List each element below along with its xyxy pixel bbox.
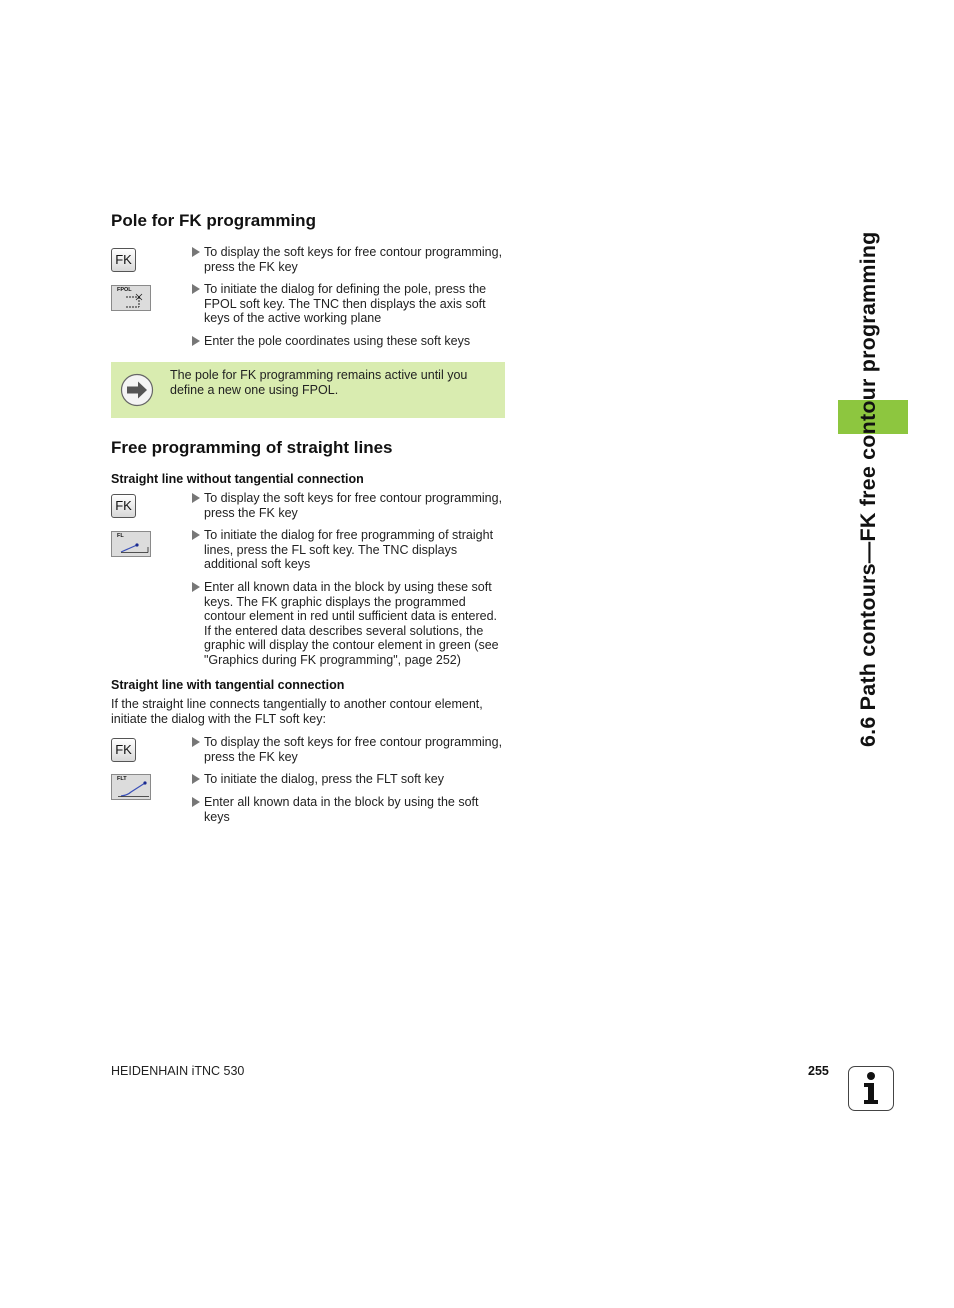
fk-key[interactable]: FK <box>111 248 136 272</box>
fpol-softkey[interactable]: FPOL <box>111 285 151 311</box>
step-item: To display the soft keys for free contour programming, press the FK key <box>192 735 506 764</box>
bullet-triangle-icon <box>192 336 200 346</box>
intro-paragraph: If the straight line connects tangentially to another contour element, initiate the dialog with the FLT soft key: <box>111 697 483 726</box>
step-item: To initiate the dialog, press the FLT soft key <box>192 772 506 787</box>
bullet-triangle-icon <box>192 774 200 784</box>
fl-softkey[interactable]: FL <box>111 531 151 557</box>
pole-symbol-icon <box>112 286 150 310</box>
bullet-triangle-icon <box>192 493 200 503</box>
info-icon <box>848 1066 894 1111</box>
step-item: To display the soft keys for free contour programming, press the FK key <box>192 491 506 520</box>
section-heading-straight-lines: Free programming of straight lines <box>111 438 393 457</box>
step-item: To display the soft keys for free contour programming, press the FK key <box>192 245 506 274</box>
line-symbol-icon <box>112 532 150 556</box>
side-chapter-title: 6.6 Path contours—FK free contour programming <box>856 231 880 747</box>
subheading-with-tangential: Straight line with tangential connection <box>111 678 345 692</box>
note-box <box>111 362 505 418</box>
fk-key[interactable]: FK <box>111 738 136 762</box>
arrow-right-icon <box>120 373 154 407</box>
note-text: The pole for FK programming remains active until you define a new one using FPOL. <box>170 368 468 397</box>
bullet-triangle-icon <box>192 797 200 807</box>
bullet-triangle-icon <box>192 284 200 294</box>
step-item: Enter the pole coordinates using these soft keys <box>192 334 506 349</box>
subheading-without-tangential: Straight line without tangential connection <box>111 472 364 486</box>
page-number: 255 <box>808 1064 829 1078</box>
bullet-triangle-icon <box>192 582 200 592</box>
tangent-line-symbol-icon <box>112 775 150 799</box>
fk-key[interactable]: FK <box>111 494 136 518</box>
step-item: To initiate the dialog for defining the pole, press the FPOL soft key. The TNC then displays the axis soft keys of the active working plane <box>192 282 506 326</box>
step-item: To initiate the dialog for free programming of straight lines, press the FL soft key. The TNC displays additional soft keys <box>192 528 506 572</box>
bullet-triangle-icon <box>192 737 200 747</box>
step-item: Enter all known data in the block by using the soft keys <box>192 795 506 824</box>
section-heading-pole: Pole for FK programming <box>111 211 316 230</box>
flt-softkey[interactable]: FLT <box>111 774 151 800</box>
bullet-triangle-icon <box>192 247 200 257</box>
footer-product: HEIDENHAIN iTNC 530 <box>111 1064 245 1078</box>
step-item: Enter all known data in the block by using these soft keys. The FK graphic displays the programmed contour element in red until sufficient data is entered. If the entered data describes several solutions, the graphic will display the contour element in green (see "Graphics during FK programming", page 252) <box>192 580 506 668</box>
bullet-triangle-icon <box>192 530 200 540</box>
